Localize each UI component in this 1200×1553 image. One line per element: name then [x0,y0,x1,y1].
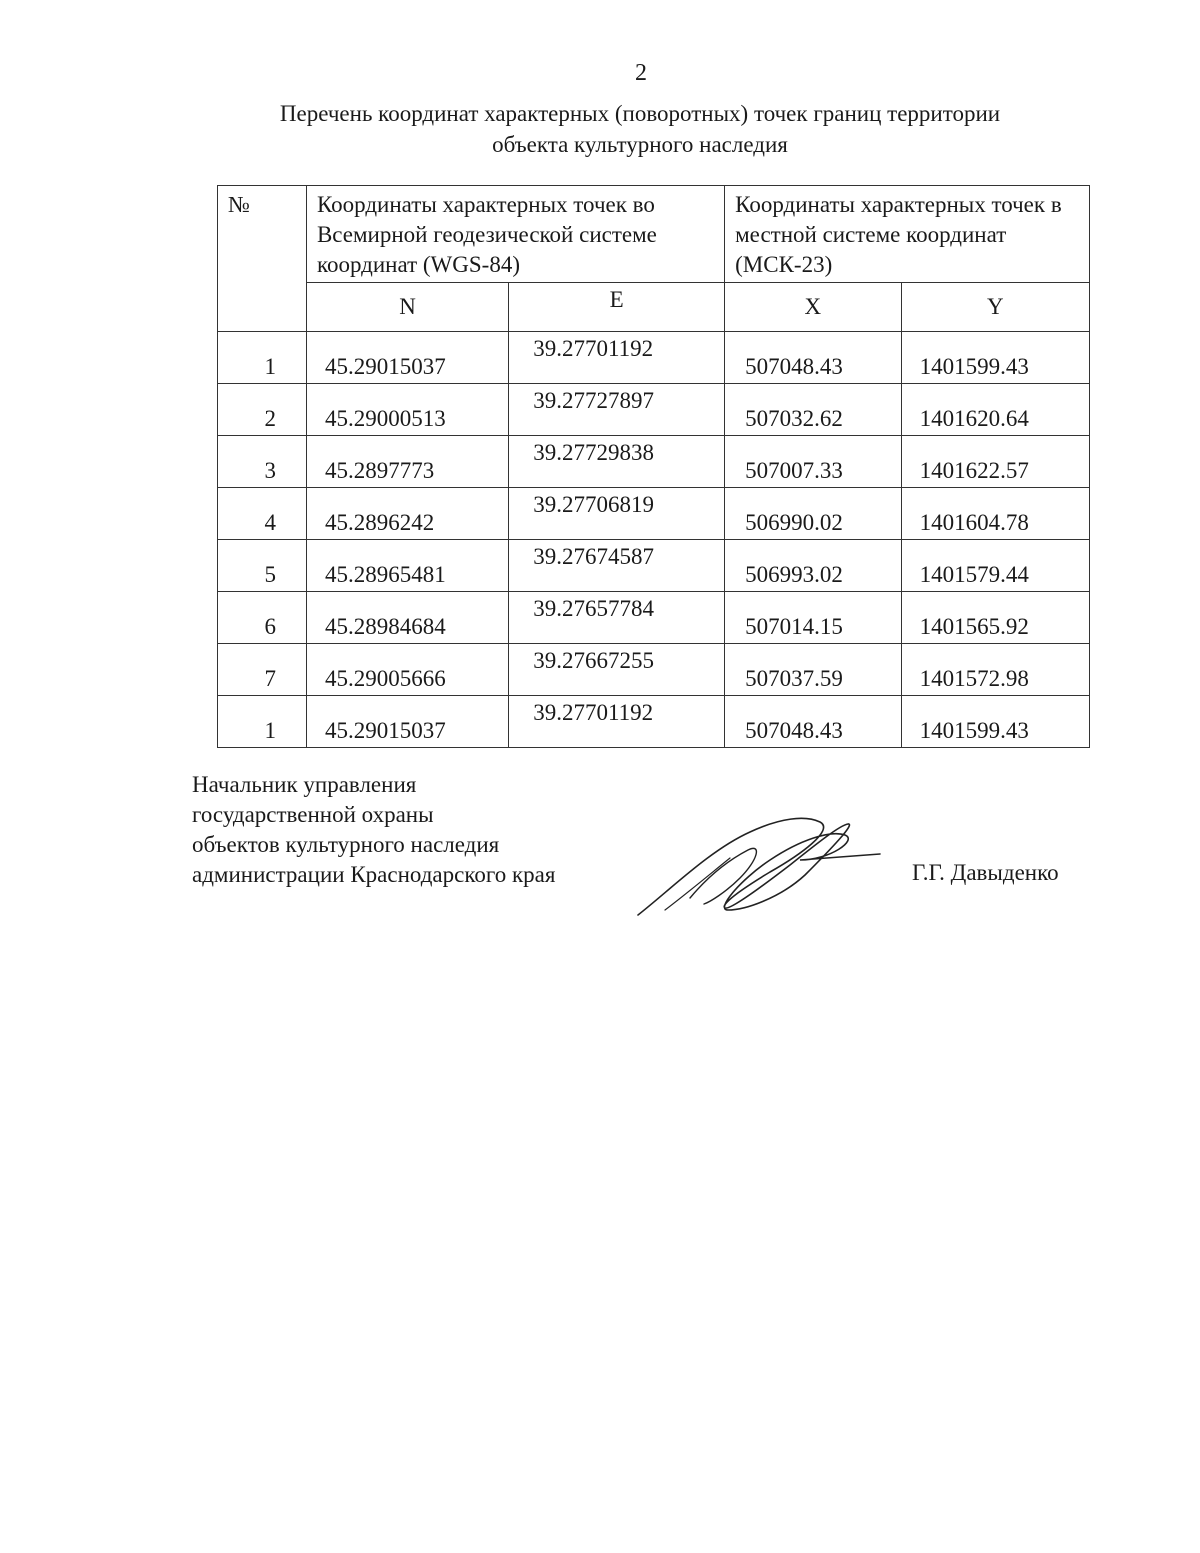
document-title [200,98,1080,160]
signer-line-2: государственной охраны [192,802,434,827]
header-wgs84: Координаты характерных точек во Всемирной геодезической системе координат (WGS-84) [306,186,724,283]
cell-n: 45.29005666 [306,644,508,696]
signer-position [192,770,555,890]
cell-e: 39.27729838 [509,436,725,488]
document-title-line-2: объекта культурного наследия [492,132,788,157]
cell-y: 1401599.43 [901,332,1089,384]
cell-y: 1401572.98 [901,644,1089,696]
table-header-row [218,186,1090,283]
header-x: X [725,283,901,332]
cell-number: 5 [218,540,307,592]
cell-n: 45.29015037 [306,696,508,748]
page-number: 2 [635,60,647,86]
cell-n: 45.28984684 [306,592,508,644]
cell-y: 1401604.78 [901,488,1089,540]
cell-e: 39.27701192 [509,696,725,748]
table-row [218,592,1090,644]
cell-e: 39.27667255 [509,644,725,696]
cell-n: 45.29015037 [306,332,508,384]
cell-number: 1 [218,332,307,384]
cell-n: 45.2897773 [306,436,508,488]
cell-e: 39.27657784 [509,592,725,644]
handwritten-signature [630,810,890,925]
cell-x: 506993.02 [725,540,901,592]
cell-number: 7 [218,644,307,696]
cell-x: 506990.02 [725,488,901,540]
cell-x: 507007.33 [725,436,901,488]
cell-y: 1401599.43 [901,696,1089,748]
cell-y: 1401622.57 [901,436,1089,488]
coordinates-table [217,185,1090,748]
header-e: E [509,283,725,332]
document-title-line-1: Перечень координат характерных (поворотных) точек границ территории [279,101,1001,126]
cell-e: 39.27727897 [509,384,725,436]
header-msk23: Координаты характерных точек в местной системе координат (МСК-23) [725,186,1090,283]
cell-e: 39.27701192 [509,332,725,384]
table-row [218,696,1090,748]
header-y: Y [901,283,1089,332]
cell-x: 507037.59 [725,644,901,696]
table-subheader-row [218,283,1090,332]
cell-n: 45.29000513 [306,384,508,436]
table-body [218,332,1090,748]
cell-number: 1 [218,696,307,748]
table-row [218,332,1090,384]
cell-x: 507032.62 [725,384,901,436]
cell-x: 507048.43 [725,696,901,748]
cell-y: 1401620.64 [901,384,1089,436]
cell-number: 2 [218,384,307,436]
cell-x: 507014.15 [725,592,901,644]
signer-line-1: Начальник управления [192,772,417,797]
signer-line-3: объектов культурного наследия [192,832,500,857]
table-row [218,436,1090,488]
signer-name: Г.Г. Давыденко [912,860,1059,885]
cell-y: 1401579.44 [901,540,1089,592]
signer-line-4: администрации Краснодарского края [192,862,556,887]
cell-number: 4 [218,488,307,540]
table-row [218,488,1090,540]
header-number: № [218,186,307,332]
cell-e: 39.27674587 [509,540,725,592]
cell-e: 39.27706819 [509,488,725,540]
table-row [218,540,1090,592]
cell-n: 45.28965481 [306,540,508,592]
cell-n: 45.2896242 [306,488,508,540]
cell-x: 507048.43 [725,332,901,384]
header-n: N [306,283,508,332]
table-row [218,384,1090,436]
table-row [218,644,1090,696]
cell-number: 6 [218,592,307,644]
cell-y: 1401565.92 [901,592,1089,644]
cell-number: 3 [218,436,307,488]
